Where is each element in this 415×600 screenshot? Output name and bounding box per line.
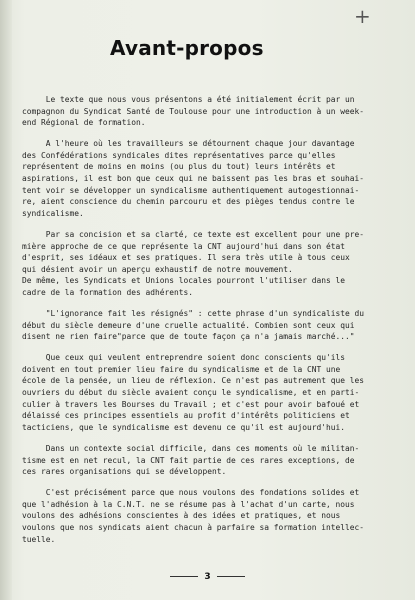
page-footer bbox=[0, 572, 415, 582]
footer-rule-left bbox=[170, 576, 198, 577]
footer-rule-right bbox=[217, 576, 245, 577]
paragraph-6: Dans un contexte social difficile, dans ces moments où le militan- tisme est en net recul, la CNT fait partie de ces rares exceptions, de ces rares organisations qui se développent. bbox=[22, 443, 360, 477]
paragraph-2: A l'heure où les travailleurs se détournent chaque jour davantage des Confédérations syndicales dites représentatives parce qu'elles représentent de moins en moins (ou plus du tout) leurs intérêts et aspirations, il est bon que ceux qui ne baissent pas les bras et souhai- tent voir se développer un syndicalisme authentiquement autogestionnai- re, aient conscience du chemin parcouru et des pièges tendus contre le syndicalisme. bbox=[22, 139, 365, 218]
page-number: 3 bbox=[204, 572, 211, 582]
handwritten-mark: + bbox=[354, 4, 371, 28]
paragraph-4: "L'ignorance fait les résignés" : cette phrase d'un syndicaliste du début du siècle demeure d'une cruelle actualité. Combien sont ceux qui disent ne rien faire"parce que de toute façon ça n'a jamais marché..." bbox=[22, 309, 365, 342]
paragraph-3: Par sa concision et sa clarté, ce texte est excellent pour une pre- mière approche de ce que représente la CNT aujourd'hui dans son état d'esprit, ses idéaux et ses pratiques. Il sera très utile à tous ceux qui désient avoir un aperçu exhaustif de notre mouvement. De même, les Syndicats et Unions locales pourront l'utiliser dans le cadre de la formation des adhérents. bbox=[22, 229, 365, 297]
binding-edge bbox=[0, 0, 12, 600]
page-title: Avant-propos bbox=[110, 36, 264, 60]
paragraph-1: Le texte que nous vous présentons a été initialement écrit par un compagnon du Syndicat Santé de Toulouse pour une introduction à un week- end Régional de formation. bbox=[22, 95, 365, 128]
paragraph-5: Que ceux qui veulent entreprendre soient donc conscients qu'ils doivent en tout premier lieu faire du syndicalisme et de la CNT une école de la pensée, un lieu de réflexion. Ce n'est pas autrement que les ouvriers du début du siècle avaient conçu le syndicalisme, et en parti- culier à travers les Bourses du Travail ; et c'est pour avoir bafoué et délaissé ces principes essentiels au profit d'intérêts politiciens et tacticiens, que le syndicalisme est devenu ce qu'il est aujourd'hui. bbox=[22, 353, 365, 432]
paragraph-7: C'est précisément parce que nous voulons des fondations solides et que l'adhésion à la C.N.T. ne se résume pas à l'achat d'un carte, nous voulons des adhésions conscientes à des idées et pratiques, et nous voulons que nos syndicats aient chacun à parfaire sa formation intellec- tuelle. bbox=[22, 488, 365, 544]
body-text bbox=[22, 94, 398, 555]
